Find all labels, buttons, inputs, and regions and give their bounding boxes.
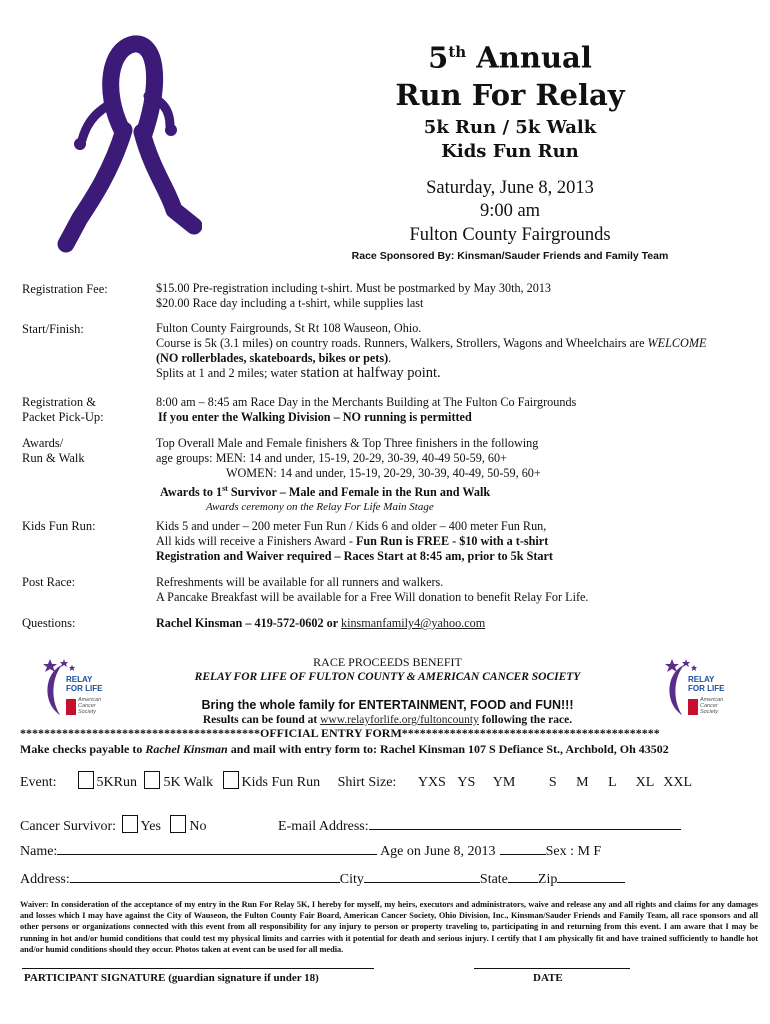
post-race-label: Post Race: <box>22 575 76 589</box>
address-row <box>20 871 760 889</box>
entry-form-banner: ****************************************OFFICIAL ENTRY FORM******************************************* <box>20 726 660 740</box>
benefit-line-1: RACE PROCEEDS BENEFIT <box>313 655 462 669</box>
post-race-value: Refreshments will be available for all runners and walkers. A Pancake Breakfast will be available for a Free Will donation to benefit Relay For Life. <box>156 575 589 604</box>
event-5kwalk-checkbox[interactable] <box>144 771 160 789</box>
zip-label: Zip <box>537 872 558 887</box>
email-label: E-mail Address: <box>278 819 369 834</box>
event-label: Event: <box>20 775 57 790</box>
title-line-1: 5th Annual <box>428 40 592 75</box>
shirt-size-xl[interactable]: XL <box>635 775 654 790</box>
ribbon-runner-logo <box>52 30 202 255</box>
questions-label: Questions: <box>22 616 76 630</box>
event-venue: Fulton County Fairgrounds <box>409 224 611 245</box>
acs-logo-text: American Cancer Society <box>700 697 724 715</box>
kids-label: Kids Fun Run: <box>22 519 96 533</box>
shirt-size-ys[interactable]: YS <box>457 775 476 790</box>
registration-value: 8:00 am – 8:45 am Race Day in the Merchants Building at The Fulton Co Fairgrounds If you enter the Walking Division – NO running is permitted <box>156 395 577 424</box>
shirt-size-ym[interactable]: YM <box>492 775 516 790</box>
sponsor-line: Race Sponsored By: Kinsman/Sauder Friends and Family Team <box>351 249 669 262</box>
address-label: Address: <box>20 872 70 887</box>
event-row <box>20 771 760 792</box>
shirt-size-m[interactable]: M <box>576 775 589 790</box>
fee-value: $15.00 Pre-registration including t-shirt. Must be postmarked by May 30th, 2013 $20.00 Race day including a t-shirt, while supplies last <box>156 281 552 310</box>
city-label: City <box>339 872 364 887</box>
checks-payable-line: Make checks payable to Rachel Kinsman and mail with entry form to: Rachel Kinsman 107 S Defiance St., Archbold, Oh 43502 <box>20 742 669 756</box>
state-field[interactable] <box>508 882 538 883</box>
signature-line[interactable] <box>22 968 374 969</box>
survivor-row <box>20 815 760 836</box>
survivor-no-checkbox[interactable] <box>170 815 186 833</box>
registration-label: Registration & Packet Pick-Up: <box>22 395 104 424</box>
relay-logo-text: RELAY FOR LIFE <box>688 675 725 693</box>
survivor-yes-label: Yes <box>140 819 161 834</box>
event-date: Saturday, June 8, 2013 <box>426 177 594 198</box>
event-5krun-checkbox[interactable] <box>78 771 94 789</box>
shirt-size-label: Shirt Size: <box>337 775 397 790</box>
event-time: 9:00 am <box>479 200 541 221</box>
date-line[interactable] <box>474 968 630 969</box>
benefit-line-4: Results can be found at www.relayforlife.org/fultoncounty following the race. <box>202 714 573 726</box>
signature-label: PARTICIPANT SIGNATURE (guardian signature if under 18) <box>24 972 319 984</box>
start-value: Fulton County Fairgrounds, St Rt 108 Wauseon, Ohio. Course is 5k (3.1 miles) on country roads. Runners, Walkers, Strollers, Wagons and Wheelchairs are WELCOME (NO rollerblades, skateboards, bikes or pets). Splits at 1 and 2 miles; water station at halfway point. <box>156 321 707 381</box>
questions-value: Rachel Kinsman – 419-572-0602 or kinsmanfamily4@yahoo.com <box>156 616 486 630</box>
age-field[interactable] <box>500 854 546 855</box>
contact-email-link[interactable]: kinsmanfamily4@yahoo.com <box>340 616 486 630</box>
benefit-block <box>120 655 655 728</box>
shirt-size-xxl[interactable]: XXL <box>663 775 693 790</box>
relay-for-life-logo-left <box>40 655 112 721</box>
event-kids-checkbox[interactable] <box>223 771 239 789</box>
name-row <box>20 843 760 861</box>
header-block <box>330 34 690 263</box>
city-field[interactable] <box>364 882 480 883</box>
waiver-text: Waiver: In consideration of the acceptance of my entry in the Run For Relay 5K, I hereby for myself, my heirs, executors and administrators, waive and release any and all rights and claims for any damages and losses which I may have against the City of Wauseon, the Fulton County Fair Board, American Cancer Society, Ohio Division, Inc., Kinsman/Sauder Friends and Family Team, all race sponsors and all other persons or organizations connected with this event from all responsibility for any injury to person or property traveling to, participating in and returning from this event. I am aware that I may be running in hot and/or humid conditions that could test my physical limits and carries with it potential for death and serious injury. I certify that I am physically fit and have trained sufficiently to handle hot and/or humid conditions should they occur. Photos taken at event can be used for all media. <box>20 900 758 954</box>
event-kids-label: Kids Fun Run <box>241 775 321 790</box>
awards-label: Awards/ Run & Walk <box>22 436 85 465</box>
survivor-yes-checkbox[interactable] <box>122 815 138 833</box>
benefit-line-3: Bring the whole family for ENTERTAINMENT, FOOD and FUN!!! <box>201 698 574 712</box>
age-label: Age on June 8, 2013 <box>380 844 496 859</box>
shirt-size-yxs[interactable]: YXS <box>417 775 446 790</box>
email-field[interactable] <box>369 829 681 830</box>
relay-logo-text: RELAY FOR LIFE <box>66 675 103 693</box>
name-label: Name: <box>20 844 58 859</box>
state-label: State <box>479 872 508 887</box>
shirt-size-l[interactable]: L <box>608 775 617 790</box>
sex-label: Sex : M F <box>545 844 602 859</box>
name-field[interactable] <box>57 854 377 855</box>
address-field[interactable] <box>70 882 340 883</box>
kids-value: Kids 5 and under – 200 meter Fun Run / Kids 6 and older – 400 meter Fun Run, All kids will receive a Finishers Award - Fun Run is FREE - $10 with a t-shirt Registration and Waiver required – Races Start at 8:45 am, prior to 5k Start <box>156 519 553 563</box>
date-label: DATE <box>533 972 563 984</box>
subtitle-1: 5k Run / 5k Walk <box>423 116 597 138</box>
start-label: Start/Finish: <box>22 322 84 336</box>
shirt-size-s[interactable]: S <box>548 775 557 790</box>
zip-field[interactable] <box>557 882 625 883</box>
subtitle-2: Kids Fun Run <box>441 140 579 162</box>
acs-logo-text: American Cancer Society <box>78 697 102 715</box>
event-5krun-label: 5KRun <box>96 775 137 790</box>
fee-label: Registration Fee: <box>22 282 108 296</box>
awards-value: Top Overall Male and Female finishers & Top Three finishers in the following age groups: MEN: 14 and under, 15-19, 20-29, 30-39, 40-49 50-59, 60+ WOMEN: 14 and under, 15-19, 20-29, 30-39, 40-49, 50-59, 60+ Awards to 1st Survivor – Male and Female in the Run and Walk Awards ceremony on the Relay For Life Main Stage <box>156 436 541 514</box>
event-5kwalk-label: 5K Walk <box>163 775 214 790</box>
survivor-label: Cancer Survivor: <box>20 819 117 834</box>
survivor-no-label: No <box>189 819 207 834</box>
results-link[interactable]: www.relayforlife.org/fultoncounty <box>320 714 479 726</box>
benefit-line-2: RELAY FOR LIFE OF FULTON COUNTY & AMERICAN CANCER SOCIETY <box>194 671 581 683</box>
title-line-2: Run For Relay <box>395 77 625 112</box>
relay-for-life-logo-right <box>662 655 734 721</box>
